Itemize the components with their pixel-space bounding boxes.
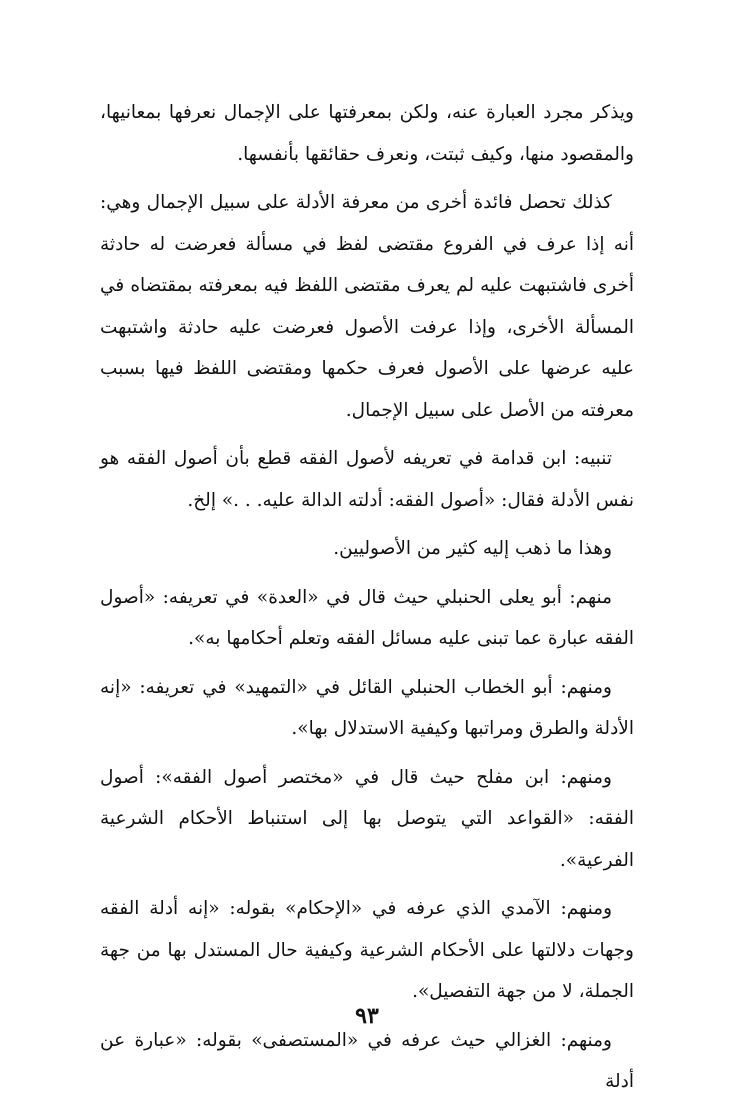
paragraph-amidi: ومنهم: الآمدي الذي عرفه في «الإحكام» بقوله: «إنه أدلة الفقه وجهات دلالتها على الأحكام الشرعية وكيفية حال المستدل بها من جهة الجملة، لا من جهة التفصيل». (100, 898, 634, 1002)
page-number: ٩٣ (355, 1003, 379, 1029)
paragraph-benefit: كذلك تحصل فائدة أخرى من معرفة الأدلة على سبيل الإجمال وهي: أنه إذا عرف في الفروع مقتضى لفظ في مسألة فعرضت له حادثة أخرى فاشتبهت عليه لم يعرف مقتضى اللفظ فيه بمعرفته بمقتضاه في المسألة الأخرى، وإذا عرفت الأصول فعرضت عليه حادثة واشتبهت عليه عرضها على الأصول فعرف حكمها ومقتضى اللفظ فيها بسبب معرفته من الأصل على سبيل الإجمال. (100, 192, 634, 421)
paragraph-continuation: ويذكر مجرد العبارة عنه، ولكن بمعرفتها على الإجمال نعرفها بمعانيها، والمقصود منها، وكيف ثبتت، ونعرف حقائقها بأنفسها. (100, 102, 634, 165)
paragraph-ibn-muflih: ومنهم: ابن مفلح حيث قال في «مختصر أصول الفقه»: أصول الفقه: «القواعد التي يتوصل بها إلى استنباط الأحكام الشرعية الفرعية». (100, 766, 634, 871)
paragraph-note: تنبيه: ابن قدامة في تعريفه لأصول الفقه قطع بأن أصول الفقه هو نفس الأدلة فقال: «أصول الفقه: أدلته الدالة عليه. . .» إلخ. (100, 448, 634, 511)
body-text (100, 92, 634, 1110)
paragraph-abu-yala: منهم: أبو يعلى الحنبلي حيث قال في «العدة» في تعريفه: «أصول الفقه عبارة عما تبنى عليه مسائل الفقه وتعلم أحكامها به». (100, 586, 634, 649)
paragraph-ghazali: ومنهم: الغزالي حيث عرفه في «المستصفى» بقوله: «عبارة عن أدلة (100, 1029, 634, 1092)
paragraph-abu-alkhattab: ومنهم: أبو الخطاب الحنبلي القائل في «التمهيد» في تعريفه: «إنه الأدلة والطرق ومراتبها وكيفية الاستدلال بها». (100, 676, 634, 739)
paragraph-majority: وهذا ما ذهب إليه كثير من الأصوليين. (333, 538, 612, 559)
